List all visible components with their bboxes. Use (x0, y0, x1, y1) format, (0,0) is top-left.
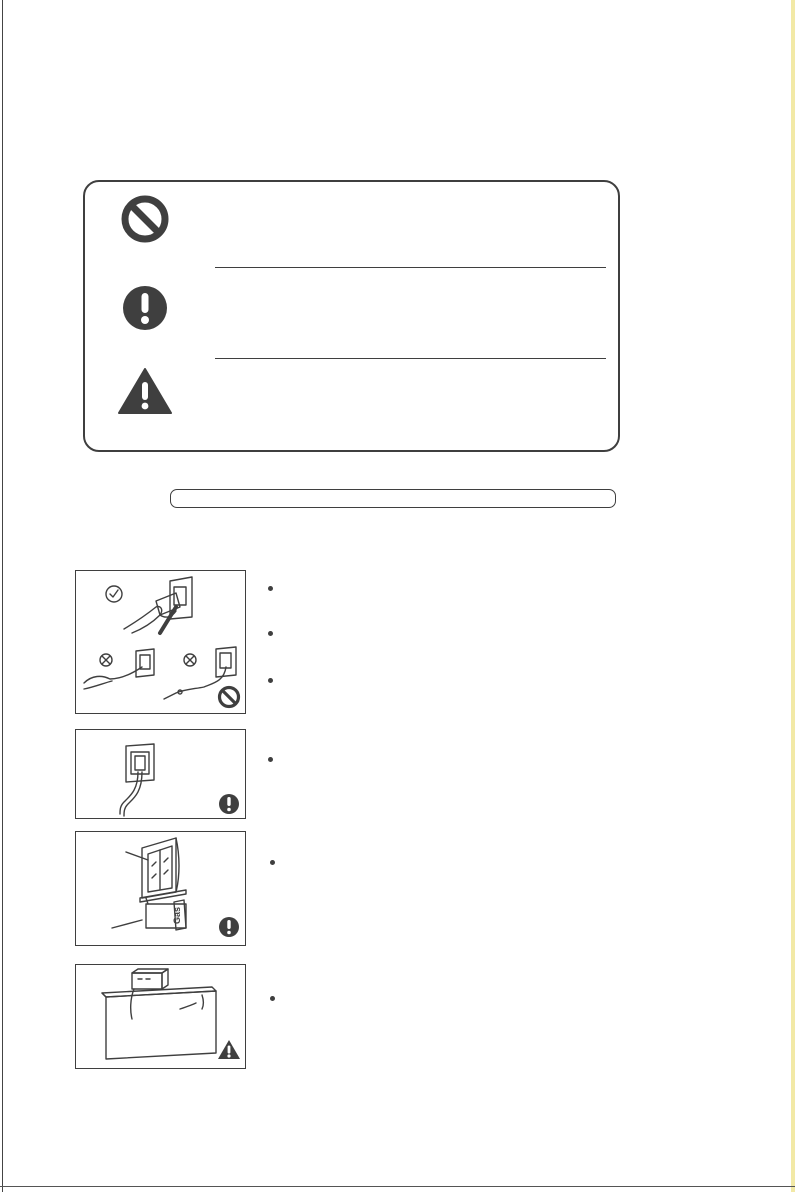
plug-handling-illustration (75, 570, 246, 714)
mandatory-badge-icon-2 (219, 917, 239, 937)
warning-badge-icon (218, 1040, 240, 1059)
warning-icon (117, 367, 173, 415)
mandatory-icon (122, 285, 168, 331)
freezer-top-object-illustration (75, 964, 246, 1069)
bullet-6 (270, 996, 275, 1001)
prohibited-icon (119, 193, 171, 245)
bullet-5 (270, 860, 275, 865)
bullet-4 (268, 757, 273, 762)
legend-divider-2 (215, 358, 606, 359)
page-edge-left (2, 0, 3, 1192)
bullet-2 (268, 631, 273, 636)
correct-mark-icon (106, 586, 122, 602)
bottom-rule (0, 1186, 795, 1187)
ventilation-gas-illustration (75, 831, 246, 946)
socket-illustration (75, 729, 246, 819)
prohibited-badge-icon (220, 688, 239, 707)
page-edge-right (791, 0, 795, 1192)
bullet-1 (268, 586, 273, 591)
gas-label: Gas (172, 906, 182, 924)
bullet-3 (268, 678, 273, 683)
section-heading-bar (170, 489, 616, 508)
mandatory-badge-icon-1 (219, 794, 239, 814)
legend-divider-1 (215, 267, 606, 268)
